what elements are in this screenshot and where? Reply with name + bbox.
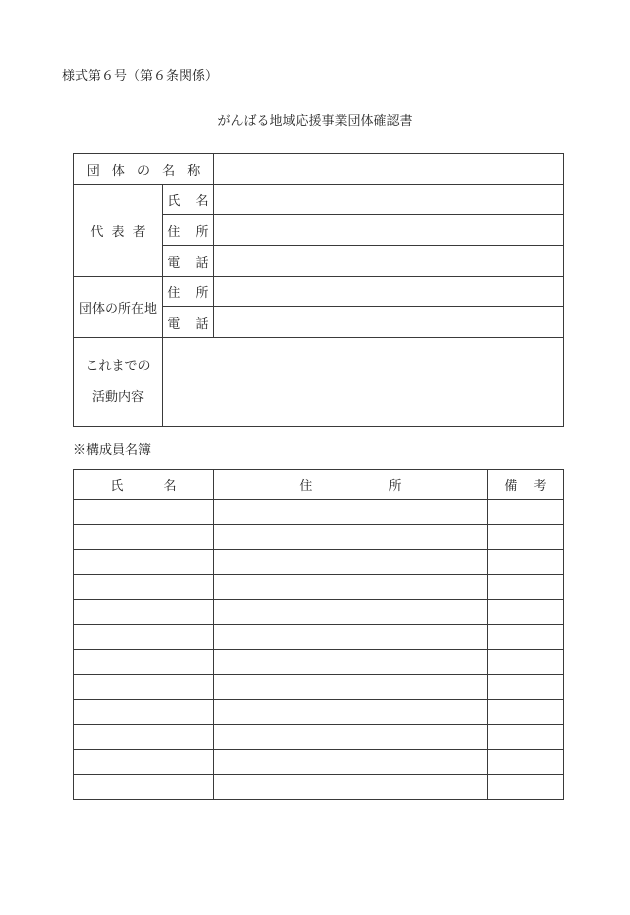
- activities-label: [74, 338, 163, 427]
- representative-name-label: 氏 名: [163, 185, 214, 215]
- location-address-value: [214, 277, 564, 307]
- member-remarks-cell: [488, 750, 564, 775]
- group-info-table: [73, 153, 564, 427]
- member-remarks-cell: [488, 525, 564, 550]
- representative-label: 代 表 者: [74, 185, 163, 277]
- form-number: 様式第６号（第６条関係）: [62, 69, 219, 84]
- member-row: [74, 575, 564, 600]
- location-address-row: [74, 277, 564, 307]
- member-name-cell: [74, 650, 214, 675]
- document-title: がんばる地域応援事業団体確認書: [217, 114, 413, 129]
- member-address-cell: [214, 725, 488, 750]
- member-address-cell: [214, 650, 488, 675]
- member-row: [74, 750, 564, 775]
- location-phone-value: [214, 307, 564, 338]
- member-name-cell: [74, 775, 214, 800]
- location-phone-label: 電 話: [163, 307, 214, 338]
- representative-name-value: [214, 185, 564, 215]
- member-name-cell: [74, 700, 214, 725]
- member-name-cell: [74, 675, 214, 700]
- member-list-heading: ※構成員名簿: [73, 443, 152, 458]
- member-list-table: [73, 469, 564, 800]
- member-address-cell: [214, 675, 488, 700]
- member-remarks-cell: [488, 675, 564, 700]
- group-name-row: [74, 154, 564, 185]
- representative-name-row: [74, 185, 564, 215]
- representative-address-value: [214, 215, 564, 246]
- member-header-remarks: 備 考: [488, 470, 564, 500]
- member-row: [74, 650, 564, 675]
- member-row: [74, 550, 564, 575]
- representative-address-label: 住 所: [163, 215, 214, 246]
- member-name-cell: [74, 500, 214, 525]
- activities-label-line2: 活動内容: [91, 390, 144, 405]
- member-row: [74, 675, 564, 700]
- member-remarks-cell: [488, 625, 564, 650]
- member-remarks-cell: [488, 550, 564, 575]
- member-remarks-cell: [488, 700, 564, 725]
- group-name-label: 団 体 の 名 称: [74, 154, 214, 185]
- member-name-cell: [74, 625, 214, 650]
- activities-row: [74, 338, 564, 427]
- member-name-cell: [74, 575, 214, 600]
- member-remarks-cell: [488, 650, 564, 675]
- member-name-cell: [74, 525, 214, 550]
- member-name-cell: [74, 550, 214, 575]
- member-remarks-cell: [488, 500, 564, 525]
- member-row: [74, 775, 564, 800]
- member-address-cell: [214, 775, 488, 800]
- activities-label-line1: これまでの: [85, 359, 151, 374]
- member-remarks-cell: [488, 725, 564, 750]
- member-address-cell: [214, 600, 488, 625]
- member-row: [74, 700, 564, 725]
- member-address-cell: [214, 550, 488, 575]
- member-header-name: 氏 名: [74, 470, 214, 500]
- member-row: [74, 600, 564, 625]
- member-name-cell: [74, 750, 214, 775]
- member-address-cell: [214, 525, 488, 550]
- member-row: [74, 500, 564, 525]
- member-address-cell: [214, 750, 488, 775]
- activities-value: [163, 338, 564, 427]
- member-address-cell: [214, 700, 488, 725]
- group-name-value: [214, 154, 564, 185]
- member-row: [74, 525, 564, 550]
- member-remarks-cell: [488, 600, 564, 625]
- member-header-row: [74, 470, 564, 500]
- member-address-cell: [214, 625, 488, 650]
- member-address-cell: [214, 500, 488, 525]
- member-name-cell: [74, 600, 214, 625]
- member-header-address: 住 所: [214, 470, 488, 500]
- member-remarks-cell: [488, 775, 564, 800]
- member-row: [74, 725, 564, 750]
- member-row: [74, 625, 564, 650]
- location-address-label: 住 所: [163, 277, 214, 307]
- member-remarks-cell: [488, 575, 564, 600]
- representative-phone-label: 電 話: [163, 246, 214, 277]
- member-address-cell: [214, 575, 488, 600]
- representative-phone-value: [214, 246, 564, 277]
- location-label: 団体の所在地: [74, 277, 163, 338]
- member-name-cell: [74, 725, 214, 750]
